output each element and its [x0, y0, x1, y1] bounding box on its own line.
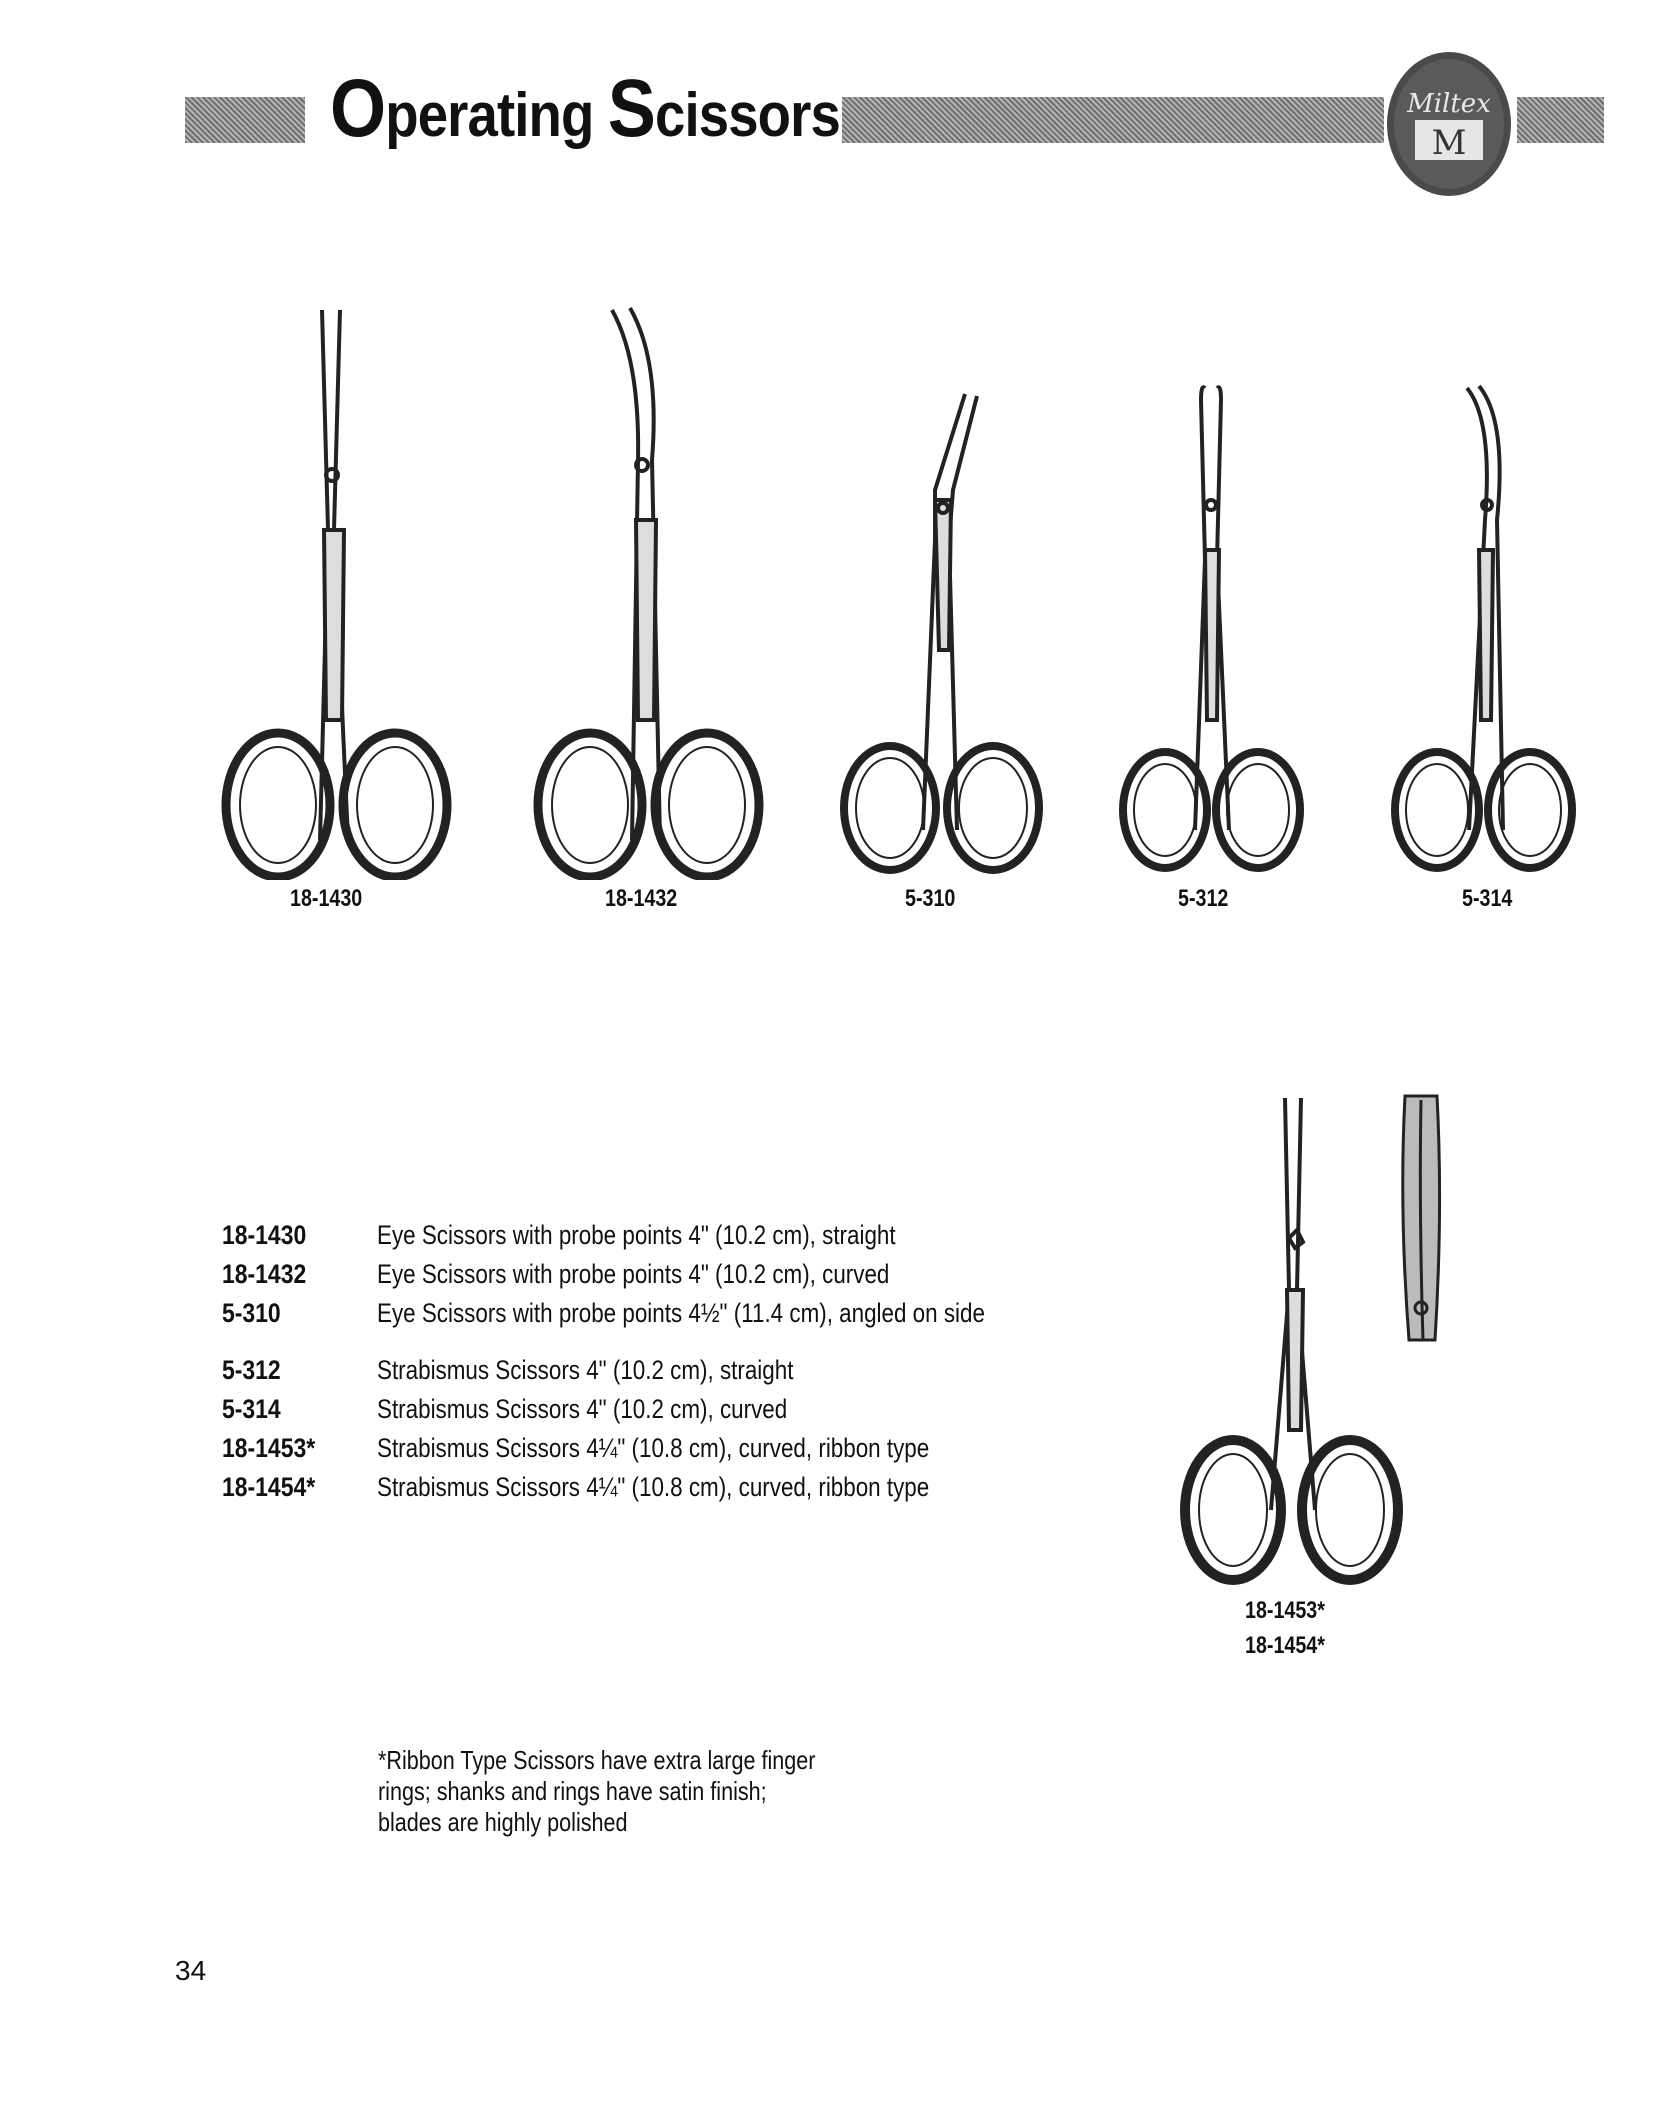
product-description: Strabismus Scissors 4" (10.2 cm), straight	[377, 1355, 794, 1385]
scissors-angled-icon	[835, 390, 1065, 880]
figure-label: 18-1432	[605, 885, 678, 912]
svg-text:M: M	[1431, 123, 1467, 163]
product-description: Strabismus Scissors 4¼" (10.8 cm), curved, ribbon type	[377, 1472, 930, 1502]
scissors-curved-icon	[1375, 380, 1595, 880]
figure-label: 18-1430	[290, 885, 363, 912]
figure-label: 5-314	[1462, 885, 1513, 912]
product-code: 18-1454*	[222, 1472, 316, 1502]
svg-text:Miltex: Miltex	[1407, 89, 1491, 119]
product-description: Eye Scissors with probe points 4½" (11.4 cm), angled on side	[377, 1298, 985, 1328]
product-code: 5-314	[222, 1394, 281, 1424]
figure-label: 18-1454*	[1245, 1632, 1325, 1659]
product-code: 18-1430	[222, 1220, 307, 1250]
product-description: Eye Scissors with probe points 4" (10.2 cm), straight	[377, 1220, 896, 1250]
header-bar-right	[1517, 97, 1604, 143]
product-description: Strabismus Scissors 4" (10.2 cm), curved	[377, 1394, 788, 1424]
brand-logo	[1385, 50, 1513, 198]
product-code: 18-1453*	[222, 1433, 316, 1463]
figure-label: 5-310	[905, 885, 956, 912]
page-title: Operating Scissors	[330, 63, 840, 154]
scissors-curved-icon	[520, 300, 780, 880]
ribbon-footnote: *Ribbon Type Scissors have extra large finger rings; shanks and rings have satin finish; blades are highly polished	[378, 1745, 816, 1837]
blade-detail-icon	[1385, 1090, 1455, 1350]
product-code: 5-312	[222, 1355, 281, 1385]
figure-label: 18-1453*	[1245, 1597, 1325, 1624]
product-code: 18-1432	[222, 1259, 307, 1289]
scissors-straight-icon	[210, 300, 470, 880]
figure-label: 5-312	[1178, 885, 1229, 912]
header-bar-middle	[842, 97, 1384, 143]
scissors-straight-icon	[1105, 380, 1325, 880]
ribbon-scissors-icon	[1175, 1090, 1415, 1600]
product-description: Strabismus Scissors 4¼" (10.8 cm), curved, ribbon type	[377, 1433, 930, 1463]
header-bar-left	[185, 97, 305, 143]
page-number: 34	[175, 1955, 207, 1986]
product-description: Eye Scissors with probe points 4" (10.2 cm), curved	[377, 1259, 890, 1289]
product-code: 5-310	[222, 1298, 281, 1328]
